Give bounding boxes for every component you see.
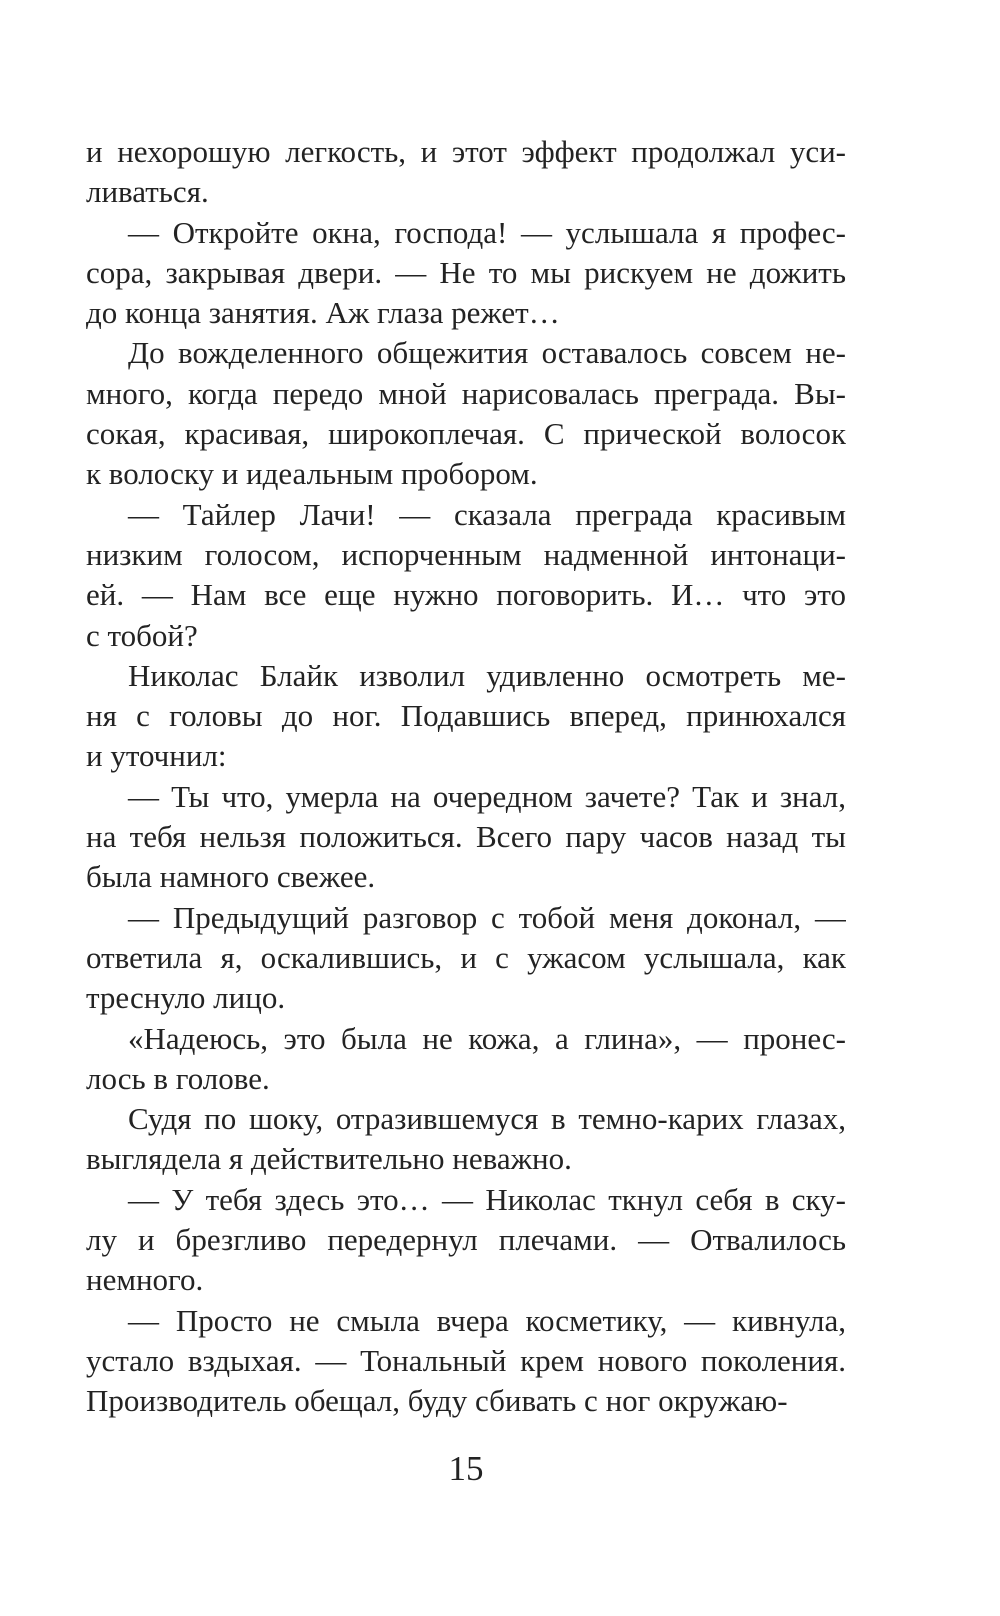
text-line: устало вздыхая. — Тональный крем нового поколения.	[86, 1342, 846, 1378]
text-line: много, когда передо мной нарисовалась преграда. Вы-	[86, 375, 846, 411]
text-line: — Откройте окна, господа! — услышала я профес-	[128, 214, 846, 250]
text-line: сора, закрывая двери. — Не то мы рискуем не дожить	[86, 254, 846, 290]
paragraph	[86, 495, 846, 656]
text-line: и уточнил:	[86, 738, 227, 774]
text-line: выглядела я действительно неважно.	[86, 1141, 572, 1177]
text-line: с тобой?	[86, 617, 198, 653]
text-line: ливаться.	[86, 174, 209, 210]
text-line: лось в голове.	[86, 1060, 270, 1096]
text-line: До вожделенного общежития оставалось совсем не-	[128, 335, 846, 371]
paragraph	[86, 333, 846, 494]
text-line: немного.	[86, 1262, 204, 1298]
text-line: до конца занятия. Аж глаза режет…	[86, 295, 560, 331]
text-line: «Надеюсь, это была не кожа, а глина», — пронес-	[128, 1020, 846, 1056]
text-line: низким голосом, испорченным надменной интонаци-	[86, 536, 846, 572]
text-line: треснуло лицо.	[86, 980, 286, 1016]
text-line: к волоску и идеальным пробором.	[86, 456, 538, 492]
text-line: ня с головы до ног. Подавшись вперед, принюхался	[86, 698, 846, 734]
text-line: сокая, красивая, широкоплечая. С прической волосок	[86, 416, 846, 452]
paragraph	[86, 213, 846, 334]
text-line: — Ты что, умерла на очередном зачете? Так и знал,	[128, 778, 846, 814]
text-line: Производитель обещал, буду сбивать с ног окружаю-	[86, 1383, 788, 1419]
text-line: — У тебя здесь это… — Николас ткнул себя в ску-	[128, 1181, 846, 1217]
text-line: лу и брезгливо передернул плечами. — Отвалилось	[86, 1222, 846, 1258]
page-text-block	[86, 132, 846, 1422]
paragraph	[86, 1301, 846, 1422]
text-line: — Просто не смыла вчера косметику, — кивнула,	[128, 1302, 846, 1338]
text-line: — Тайлер Лачи! — сказала преграда красивым	[128, 496, 846, 532]
text-line: Николас Блайк изволил удивленно осмотреть ме-	[128, 657, 846, 693]
text-line: и нехорошую легкость, и этот эффект продолжал уси-	[86, 134, 846, 169]
text-line: на тебя нельзя положиться. Всего пару часов назад ты	[86, 819, 846, 855]
paragraph	[86, 777, 846, 898]
paragraph	[86, 1019, 846, 1100]
paragraph	[86, 656, 846, 777]
text-line: ей. — Нам все еще нужно поговорить. И… что это	[86, 577, 846, 613]
page-number: 15	[448, 1449, 484, 1488]
text-line: была намного свежее.	[86, 859, 376, 895]
text-line: — Предыдущий разговор с тобой меня доконал, —	[128, 899, 846, 935]
paragraph	[86, 132, 846, 213]
paragraph	[86, 898, 846, 1019]
text-line: Судя по шоку, отразившемуся в темно-карих глазах,	[128, 1101, 846, 1137]
paragraph	[86, 1099, 846, 1180]
paragraph	[86, 1180, 846, 1301]
text-line: ответила я, оскалившись, и с ужасом услышала, как	[86, 939, 846, 975]
